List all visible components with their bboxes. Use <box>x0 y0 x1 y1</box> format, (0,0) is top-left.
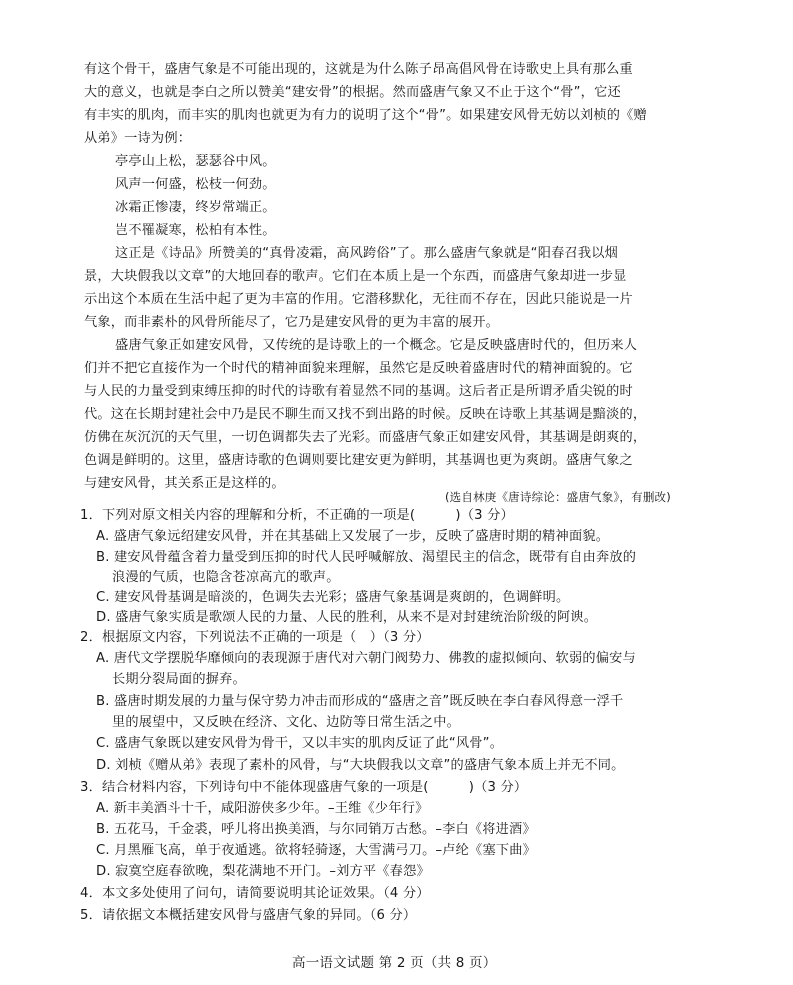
poem-line: 亭亭山上松，瑟瑟谷中风。 <box>115 154 276 169</box>
question-1-option-b: B. 建安风骨蕴含着力量受到压抑的时代人民呼喊解放、渴望民主的信念，既带有自由奔放的 <box>96 550 637 565</box>
poem-line: 风声一何盛，松枝一何劲。 <box>115 177 276 192</box>
question-2-option-b: B. 盛唐时期发展的力量与保守势力冲击而形成的“盛唐之音”既反映在李白春风得意一浮千 <box>96 694 624 709</box>
question-3-option-d: D. 寂寞空庭春欲晚，梨花满地不开门。–刘方平《春怨》 <box>96 864 430 879</box>
question-1-option-d: D. 盛唐气象实质是歌颂人民的力量、人民的胜利，从来不是对封建统治阶级的阿谀。 <box>96 610 598 625</box>
question-1-option-b-cont: 浪漫的气质，也隐含苍凉高亢的歌声。 <box>112 570 340 585</box>
passage-line: 有这个骨干，盛唐气象是不可能出现的，这就是为什么陈子昂高倡风骨在诗歌史上具有那么重 <box>84 62 633 77</box>
passage-line: 仿佛在灰沉沉的天气里，一切色调都失去了光彩。而盛唐气象正如建安风骨，其基调是朗爽的， <box>84 430 647 445</box>
question-3-option-c: C. 月黑雁飞高，单于夜遁逃。欲将轻骑逐，大雪满弓刀。–卢纶《塞下曲》 <box>96 843 536 858</box>
question-1-option-c: C. 建安风骨基调是暗淡的，色调失去光彩；盛唐气象基调是爽朗的，色调鲜明。 <box>96 590 570 605</box>
poem-line: 岂不罹凝寒，松柏有本性。 <box>115 223 276 238</box>
question-5: 5．请依据文本概括建安风骨与盛唐气象的异同。（6 分） <box>80 908 417 923</box>
question-3-option-b: B. 五花马，千金裘，呼儿将出换美酒，与尔同销万古愁。–李白《将进酒》 <box>96 822 536 837</box>
passage-line: 这正是《诗品》所赞美的“真骨凌霜，高风跨俗”了。那么盛唐气象就是“阳春召我以烟 <box>115 246 619 261</box>
passage-line: 气象，而非素朴的风骨所能尽了，它乃是建安风骨的更为丰富的展开。 <box>84 315 500 330</box>
question-2-option-a-cont: 长期分裂局面的摒弃。 <box>112 672 246 687</box>
passage-line: 与建安风骨，其关系正是这样的。 <box>84 476 285 491</box>
poem-line: 冰霜正惨凄，终岁常端正。 <box>115 200 276 215</box>
question-2-option-a: A. 唐代文学摆脱华靡倾向的表现源于唐代对六朝门阀势力、佛教的虚拟倾向、软弱的偏安与 <box>96 651 636 666</box>
passage-line: 从弟》一诗为例： <box>84 131 192 146</box>
passage-line: 与人民的力量受到束缚压抑的时代的诗歌有着显然不同的基调。这后者正是所谓矛盾尖锐的时 <box>84 384 633 399</box>
question-2-option-d: D. 刘桢《赠从弟》表现了素朴的风骨，与“大块假我以文章”的盛唐气象本质上并无不同。 <box>96 758 625 773</box>
passage-line: 有丰实的肌肉，而丰实的肌肉也就更为有力的说明了这个“骨”。如果建安风骨无妨以刘桢的《赠 <box>84 108 647 123</box>
question-2-option-b-cont: 里的展望中，又反映在经济、文化、边防等日常生活之中。 <box>112 715 461 730</box>
passage-line: 盛唐气象正如建安风骨，又传统的是诗歌上的一个概念。它是反映盛唐时代的，但历来人 <box>115 338 638 353</box>
passage-line: 示出这个本质在生活中起了更为丰富的作用。它潜移默化，无往而不存在，因此只能说是一片 <box>84 292 633 307</box>
question-3-option-a: A. 新丰美酒斗十千，咸阳游侠多少年。–王维《少年行》 <box>96 801 429 816</box>
passage-line: 们并不把它直接作为一个时代的精神面貌来理解，虽然它是反映着盛唐时代的精神面貌的。它 <box>84 361 633 376</box>
question-1-stem: 1．下列对原文相关内容的理解和分析，不正确的一项是( )（3 分） <box>80 508 514 523</box>
passage-line: 景，大块假我以文章”的大地回春的歌声。它们在本质上是一个东西，而盛唐气象却进一步显 <box>84 269 627 284</box>
source-citation: (选自林庚《唐诗综论：盛唐气象》，有删改) <box>445 490 671 504</box>
page-footer: 高一语文试题 第 2 页（共 8 页） <box>292 955 497 971</box>
question-4: 4．本文多处使用了问句，请简要说明其论证效果。（4 分） <box>80 886 430 901</box>
passage-line: 大的意义，也就是李白之所以赞美“建安骨”的根据。然而盛唐气象又不止于这个“骨”，它还 <box>84 85 621 100</box>
passage-line: 色调是鲜明的。这里，盛唐诗歌的色调则要比建安更为鲜明，其基调也更为爽朗。盛唐气象之 <box>84 453 633 468</box>
question-2-option-c: C. 盛唐气象既以建安风骨为骨干，又以丰实的肌肉反证了此“风骨”。 <box>96 736 504 751</box>
question-3-stem: 3．结合材料内容，下列诗句中不能体现盛唐气象的一项是( )（3 分） <box>80 780 528 795</box>
question-2-stem: 2．根据原文内容，下列说法不正确的一项是（ ）（3 分） <box>80 630 430 645</box>
question-1-option-a: A. 盛唐气象远绍建安风骨，并在其基础上又发展了一步，反映了盛唐时期的精神面貌。 <box>96 529 610 544</box>
passage-line: 代。这在长期封建社会中乃是民不聊生而又找不到出路的时候。反映在诗歌上其基调是黯淡的， <box>84 407 647 422</box>
